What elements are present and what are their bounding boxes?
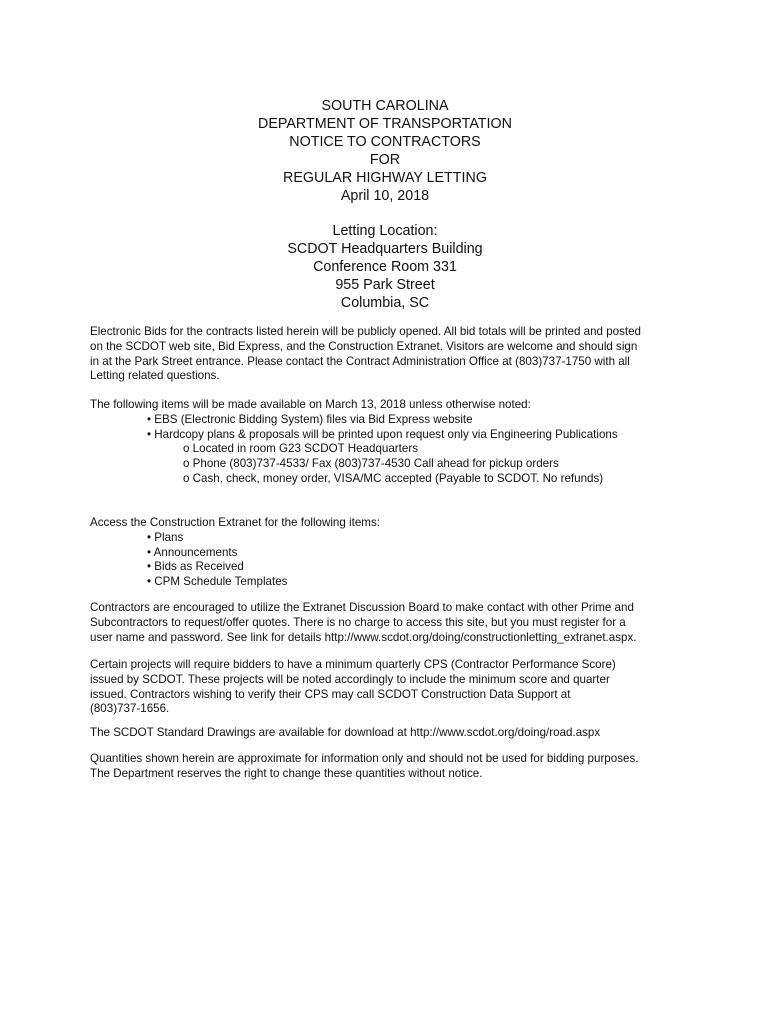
items-intro: The following items will be made available on March 13, 2018 unless otherwise noted: xyxy=(90,398,531,411)
sub-list-item: o Cash, check, money order, VISA/MC accepted (Payable to SCDOT. No refunds) xyxy=(183,471,604,485)
location-label: Letting Location: xyxy=(332,223,438,239)
paragraph-line: issued by SCDOT. These projects will be noted accordingly to include the minimum score and quarter xyxy=(90,672,610,686)
location-building: SCDOT Headquarters Building xyxy=(287,241,483,257)
list-item: • Hardcopy plans & proposals will be printed upon request only via Engineering Publications xyxy=(147,427,618,441)
standard-drawings-paragraph xyxy=(90,726,670,741)
list-item: • Bids as Received xyxy=(147,560,244,574)
header-state: SOUTH CAROLINA xyxy=(321,98,449,114)
paragraph-line: Letting related questions. xyxy=(90,369,220,383)
quantities-paragraph xyxy=(90,752,670,782)
location-street: 955 Park Street xyxy=(335,277,435,293)
notice-header xyxy=(0,97,770,312)
paragraph-line: Electronic Bids for the contracts listed herein will be publicly opened. All bid totals will be printed and posted xyxy=(90,325,642,338)
paragraph-line: on the SCDOT web site, Bid Express, and the Construction Extranet. Visitors are welcome and should sign xyxy=(90,339,638,353)
sub-list-item: o Located in room G23 SCDOT Headquarters xyxy=(183,442,418,456)
extranet-section xyxy=(90,516,670,590)
location-room: Conference Room 331 xyxy=(313,259,457,275)
paragraph-line: Quantities shown herein are approximate for information only and should not be used for bidding purposes. xyxy=(90,752,639,765)
header-notice: NOTICE TO CONTRACTORS xyxy=(289,134,481,150)
discussion-board-paragraph xyxy=(90,601,670,645)
header-department: DEPARTMENT OF TRANSPORTATION xyxy=(258,116,512,132)
location-city: Columbia, SC xyxy=(340,295,430,311)
list-item: • CPM Schedule Templates xyxy=(147,575,288,589)
paragraph-line: in at the Park Street entrance. Please contact the Contract Administration Office at (803)737-1750 with all xyxy=(90,354,630,368)
paragraph-line: Certain projects will require bidders to have a minimum quarterly CPS (Contractor Performance Score) xyxy=(90,658,616,671)
extranet-intro: Access the Construction Extranet for the following items: xyxy=(90,516,380,529)
header-letting-type: REGULAR HIGHWAY LETTING xyxy=(283,170,487,186)
sub-list-item: o Phone (803)737-4533/ Fax (803)737-4530 Call ahead for pickup orders xyxy=(183,457,559,471)
paragraph-line: The SCDOT Standard Drawings are available for download at http://www.scdot.org/doing/road.aspx xyxy=(90,726,601,739)
paragraph-line: user name and password. See link for details http://www.scdot.org/doing/constructionletting_extranet.aspx. xyxy=(90,630,637,644)
header-date: April 10, 2018 xyxy=(340,188,430,204)
paragraph-line: issued. Contractors wishing to verify their CPS may call SCDOT Construction Data Support at xyxy=(90,687,571,701)
header-for: FOR xyxy=(369,152,401,168)
list-item: • Announcements xyxy=(147,545,238,559)
items-available-section xyxy=(90,398,670,487)
paragraph-line: (803)737-1656. xyxy=(90,702,170,716)
cps-paragraph xyxy=(90,658,670,717)
paragraph-line: The Department reserves the right to change these quantities without notice. xyxy=(90,766,483,780)
electronic-bids-paragraph xyxy=(90,325,670,384)
list-item: • EBS (Electronic Bidding System) files via Bid Express website xyxy=(147,412,473,426)
paragraph-line: Contractors are encouraged to utilize the Extranet Discussion Board to make contact with other Prime and xyxy=(90,601,634,614)
header-spacer xyxy=(0,205,770,222)
paragraph-line: Subcontractors to request/offer quotes. There is no charge to access this site, but you must register for a xyxy=(90,615,626,629)
list-item: • Plans xyxy=(147,530,184,544)
